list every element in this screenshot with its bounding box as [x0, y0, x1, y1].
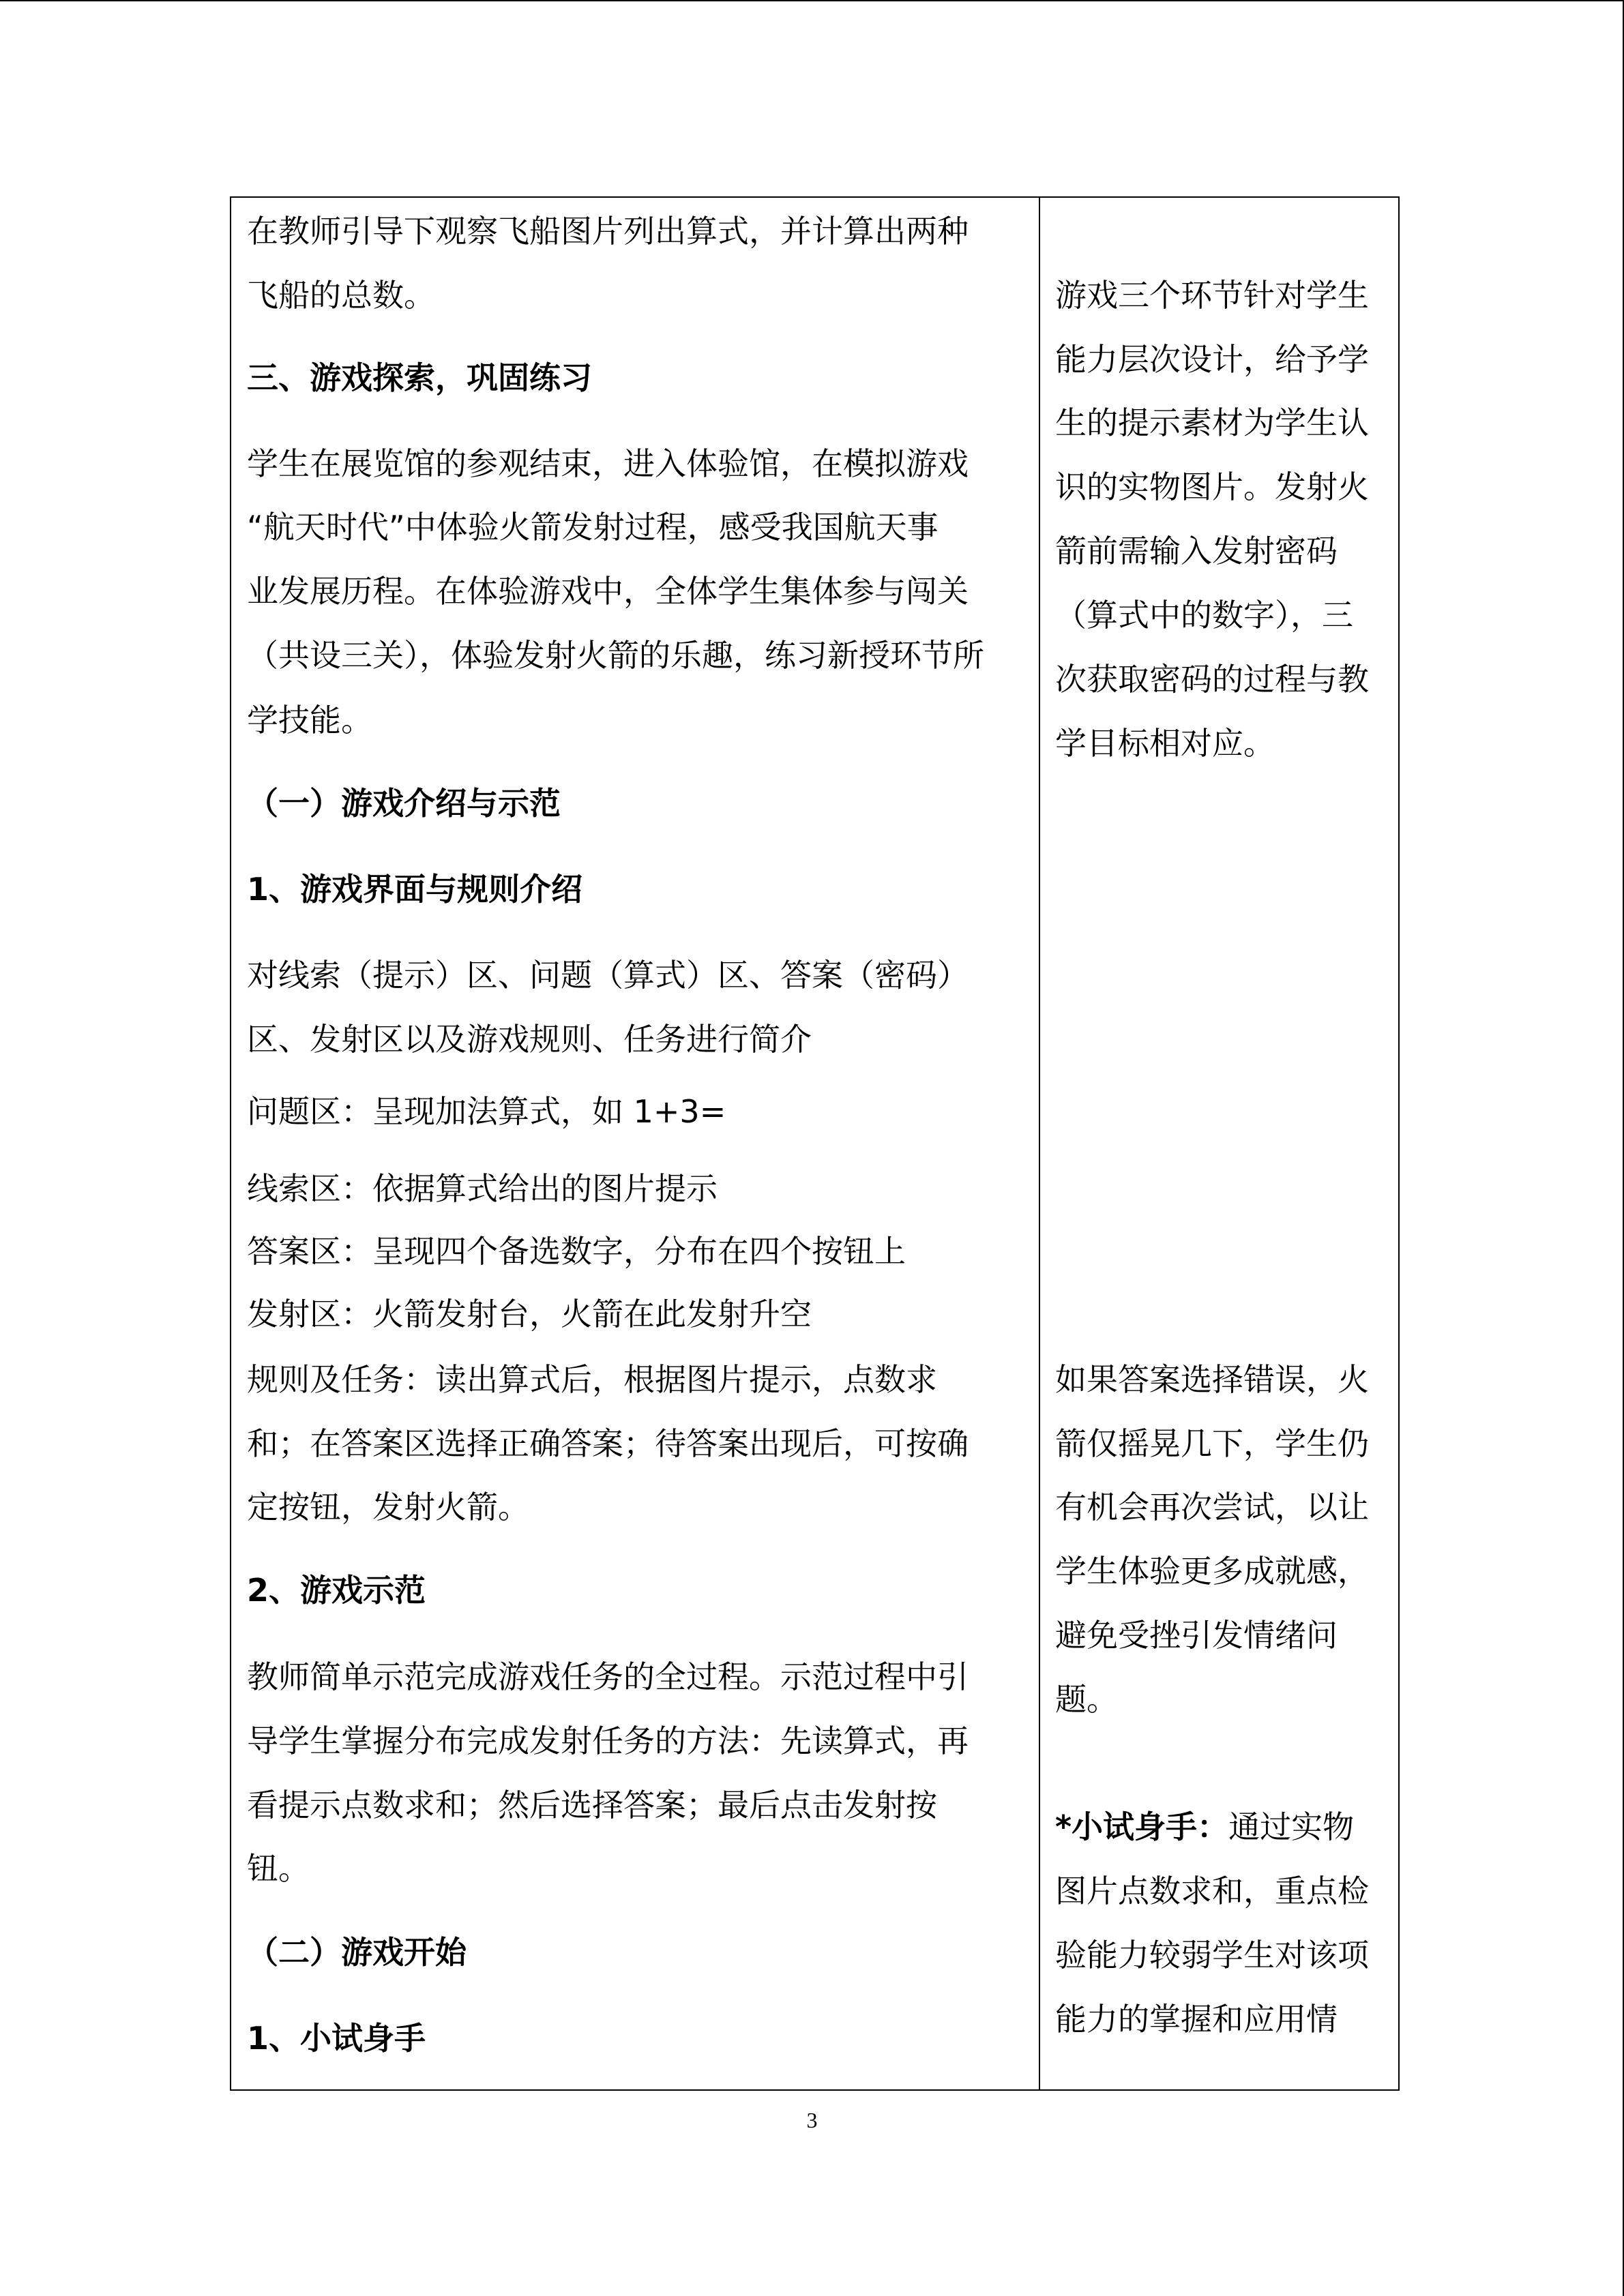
left-text-line: 答案区：呈现四个备选数字，分布在四个按钮上 [247, 1233, 906, 1270]
left-text-line: 定按钮，发射火箭。 [247, 1489, 529, 1525]
right-text-line: 如果答案选择错误，火 [1055, 1361, 1369, 1398]
right-text-line: 箭仅摇晃几下，学生仍 [1055, 1425, 1369, 1462]
left-text-line: 在教师引导下观察飞船图片列出算式，并计算出两种 [247, 213, 969, 250]
right-text-line: 有机会再次尝试，以让 [1055, 1489, 1369, 1525]
left-text-line: 导学生掌握分布完成发射任务的方法：先读算式，再 [247, 1723, 969, 1759]
column-divider [1039, 198, 1040, 2089]
subsection-heading: （二）游戏开始 [247, 1934, 467, 1971]
page-number: 3 [806, 2108, 818, 2132]
left-text-line: 发射区：火箭发射台，火箭在此发射升空 [247, 1296, 812, 1332]
page-top-edge [0, 0, 1624, 1]
right-text-line: 避免受挫引发情绪问 [1055, 1617, 1338, 1654]
left-text-line: 线索区：依据算式给出的图片提示 [247, 1170, 718, 1207]
left-text-line: 教师简单示范完成游戏任务的全过程。示范过程中引 [247, 1658, 969, 1695]
left-text-line: （共设三关），体验发射火箭的乐趣，练习新授环节所 [247, 637, 984, 674]
item-heading: 1、小试身手 [247, 2020, 426, 2057]
left-text-line: 规则及任务：读出算式后，根据图片提示，点数求 [247, 1361, 937, 1398]
right-text-line [1055, 1808, 1355, 1845]
left-text-line: 对线索（提示）区、问题（算式）区、答案（密码） [247, 957, 969, 994]
right-text-line: 能力的掌握和应用情 [1055, 2001, 1338, 2038]
left-text-line: 业发展历程。在体验游戏中，全体学生集体参与闯关 [247, 573, 969, 610]
note-text: 通过实物 [1228, 1808, 1355, 1845]
left-text-line: 学生在展览馆的参观结束，进入体验馆，在模拟游戏 [247, 445, 969, 482]
right-text-line: （算式中的数字），三 [1055, 597, 1353, 633]
right-text-line: 游戏三个环节针对学生 [1055, 277, 1369, 314]
right-text-line: 能力层次设计，给予学 [1055, 341, 1369, 378]
item-heading: 2、游戏示范 [247, 1572, 426, 1609]
item-heading: 1、游戏界面与规则介绍 [247, 871, 583, 908]
left-text-line: 问题区：呈现加法算式，如 1+3= [247, 1093, 726, 1130]
right-text-line: 生的提示素材为学生认 [1055, 404, 1369, 441]
left-text-line: 看提示点数求和；然后选择答案；最后点击发射按 [247, 1787, 937, 1823]
note-label: *小试身手： [1055, 1808, 1229, 1845]
right-text-line: 学目标相对应。 [1055, 725, 1275, 762]
lesson-table [230, 196, 1400, 2091]
left-text-line: 和；在答案区选择正确答案；待答案出现后，可按确 [247, 1425, 969, 1462]
subsection-heading: （一）游戏介绍与示范 [247, 785, 561, 822]
right-text-line: 次获取密码的过程与教 [1055, 661, 1369, 698]
left-text-line: 区、发射区以及游戏规则、任务进行简介 [247, 1021, 812, 1058]
right-text-line: 识的实物图片。发射火 [1055, 468, 1369, 505]
right-text-line: 验能力较弱学生对该项 [1055, 1937, 1369, 1973]
right-text-line: 题。 [1055, 1681, 1118, 1718]
left-text-line: 钮。 [247, 1850, 310, 1887]
left-text-line: “航天时代”中体验火箭发射过程，感受我国航天事 [247, 509, 939, 546]
right-text-line: 箭前需输入发射密码 [1055, 533, 1338, 569]
left-text-line: 飞船的总数。 [247, 277, 435, 314]
left-text-line: 学技能。 [247, 702, 372, 739]
right-text-line: 图片点数求和，重点检 [1055, 1873, 1369, 1909]
section-heading: 三、游戏探索，巩固练习 [247, 359, 592, 396]
right-text-line: 学生体验更多成就感， [1055, 1553, 1369, 1590]
